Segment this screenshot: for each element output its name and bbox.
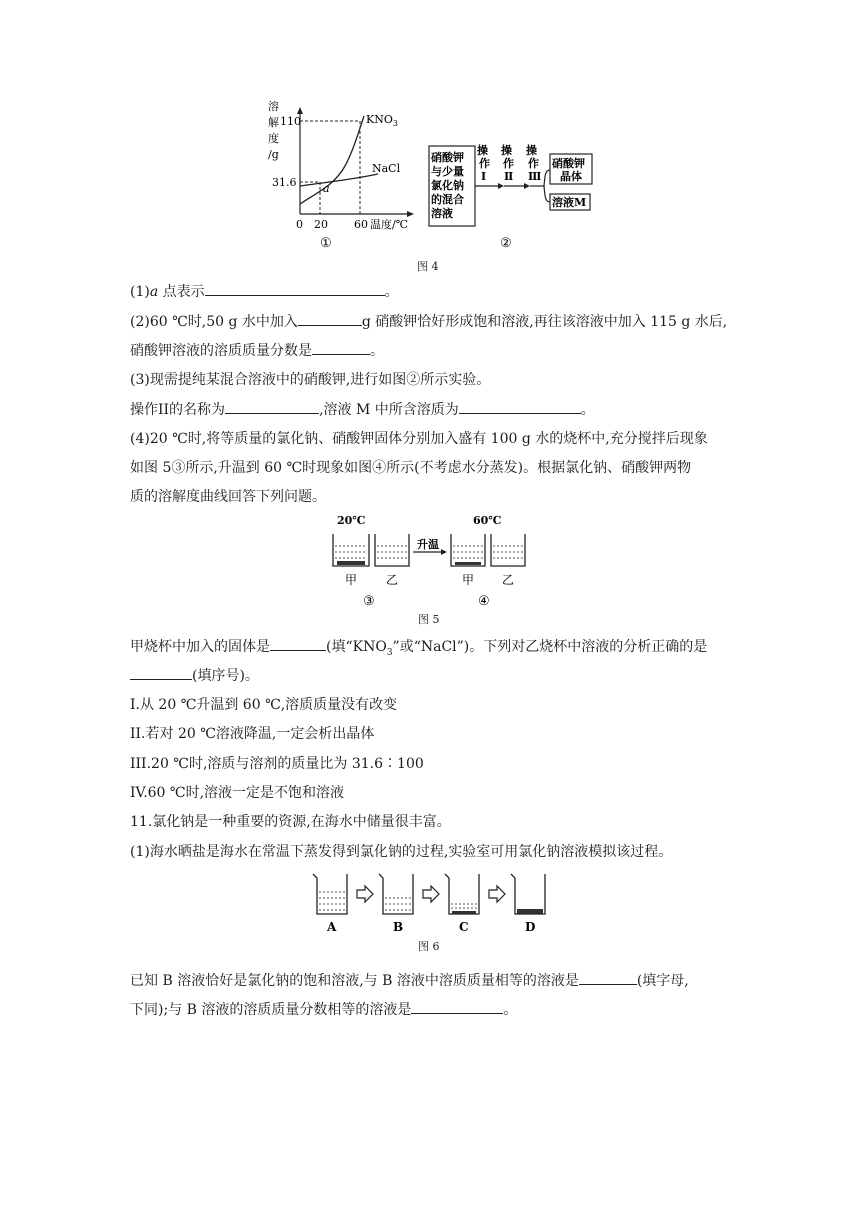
question-2-line-2: 硝酸钾溶液的溶质质量分数是 。 bbox=[130, 340, 384, 361]
mixture-line-4: 的混合 bbox=[431, 193, 464, 206]
kno3-curve bbox=[300, 116, 364, 204]
beaker-b bbox=[379, 874, 413, 914]
kno3-label: $KNO_3$ bbox=[366, 113, 398, 128]
op2-char-2: 作 bbox=[503, 157, 514, 170]
label-d: D bbox=[525, 920, 536, 934]
option-2: II.若对 20 ℃溶液降温,一定会析出晶体 bbox=[130, 726, 375, 742]
label-b: B bbox=[393, 920, 404, 934]
option-4: IV.60 ℃时,溶液一定是不饱和溶液 bbox=[130, 785, 345, 801]
op1-char-1: 操 bbox=[477, 144, 488, 157]
point-a: a bbox=[323, 182, 330, 195]
mixture-line-3: 氯化钠 bbox=[431, 179, 464, 192]
op1-char-2: 作 bbox=[479, 157, 490, 170]
op3-char-1: 操 bbox=[526, 144, 537, 157]
heating-label: 升温 bbox=[417, 538, 439, 551]
beaker-a bbox=[313, 874, 347, 914]
split-brace bbox=[544, 170, 550, 202]
q11-fraction-blank[interactable] bbox=[411, 999, 503, 1014]
q11-mass-blank[interactable] bbox=[579, 970, 637, 985]
question-1: (1)a 点表示 。 bbox=[130, 281, 399, 302]
x-tick-20: 20 bbox=[314, 218, 328, 231]
mixture-line-5: 溶液 bbox=[431, 207, 453, 220]
question-11-title: 11.氯化钠是一种重要的资源,在海水中储量很丰富。 bbox=[130, 814, 451, 830]
question-4-line-1: (4)20 ℃时,将等质量的氯化钠、硝酸钾固体分别加入盛有 100 g 水的烧杯中,充分搅拌后现象 bbox=[130, 431, 708, 447]
figure-4 bbox=[260, 96, 600, 256]
y-tick-110: 110 bbox=[280, 115, 301, 128]
panel-3-label: ③ bbox=[363, 594, 375, 609]
option-1: I.从 20 ℃升温到 60 ℃,溶质质量没有改变 bbox=[130, 697, 398, 713]
arrow-b-c-icon bbox=[423, 886, 439, 902]
label-a: A bbox=[327, 920, 337, 934]
temp-60-label: 60℃ bbox=[473, 514, 502, 527]
crystal-line-2: 晶体 bbox=[560, 170, 582, 183]
label-yi-60: 乙 bbox=[502, 573, 515, 587]
q4-solid-blank[interactable] bbox=[270, 636, 326, 651]
q3-solute-blank[interactable] bbox=[459, 399, 581, 414]
panel-4-label: ④ bbox=[478, 594, 490, 609]
beaker-c bbox=[445, 874, 479, 914]
beaker-jia-60 bbox=[451, 534, 485, 566]
x-axis-label: 温度/℃ bbox=[370, 218, 409, 231]
y-axis-arrow-icon bbox=[297, 107, 303, 114]
question-3-line-2: 操作II的名称为 ,溶液 M 中所含溶质为 。 bbox=[130, 399, 595, 420]
label-jia-20: 甲 bbox=[345, 573, 358, 587]
flow-diagram bbox=[429, 143, 592, 251]
figure-4-caption: 图 4 bbox=[417, 260, 439, 273]
solution-m-label: 溶液M bbox=[552, 196, 587, 209]
figure-6-caption: 图 6 bbox=[418, 940, 440, 953]
op3-char-2: 作 bbox=[528, 157, 539, 170]
q4-option-blank[interactable] bbox=[130, 665, 192, 680]
crystal-line-1: 硝酸钾 bbox=[552, 157, 585, 170]
solubility-graph bbox=[268, 99, 414, 251]
option-3: III.20 ℃时,溶质与溶剂的质量比为 31.6∶100 bbox=[130, 756, 424, 772]
question-4b-line-1: 甲烧杯中加入的固体是 (填“$KNO_3$”或“NaCl”)。下列对乙烧杯中溶液的分析正确的是 bbox=[130, 636, 707, 663]
question-2-line-1: (2)60 ℃时,50 g 水中加入 g 硝酸钾恰好形成饱和溶液,再往该溶液中加入 115 g 水后, bbox=[130, 311, 727, 332]
panel-2-label: ② bbox=[500, 236, 512, 251]
question-4b-line-2: (填序号)。 bbox=[130, 665, 259, 686]
beaker-yi-20 bbox=[375, 534, 409, 566]
beaker-jia-20 bbox=[333, 534, 369, 566]
question-11-line-1: (1)海水晒盐是海水在常温下蒸发得到氯化钠的过程,实验室可用氯化钠溶液模拟该过程。 bbox=[130, 844, 673, 860]
y-axis-label-1: 溶 bbox=[268, 100, 279, 113]
figure-5 bbox=[325, 510, 535, 610]
arrow-a-b-icon bbox=[357, 886, 373, 902]
q2-mass-blank[interactable] bbox=[298, 311, 362, 326]
mixture-line-2: 与少量 bbox=[431, 165, 464, 178]
question-11b-line-1: 已知 B 溶液恰好是氯化钠的饱和溶液,与 B 溶液中溶质质量相等的溶液是 (填字母, bbox=[130, 970, 689, 991]
label-yi-20: 乙 bbox=[386, 573, 399, 587]
op2-char-1: 操 bbox=[501, 144, 512, 157]
q3-operation-blank[interactable] bbox=[225, 399, 319, 414]
x-tick-60: 60 bbox=[354, 218, 368, 231]
op3-char-3: Ⅲ bbox=[528, 170, 542, 183]
beaker-d bbox=[511, 874, 545, 914]
figure-5-caption: 图 5 bbox=[418, 613, 440, 626]
y-axis-label-4: /g bbox=[268, 148, 279, 161]
nacl-label: NaCl bbox=[372, 162, 401, 175]
label-jia-60: 甲 bbox=[462, 573, 475, 587]
temp-20-label: 20℃ bbox=[337, 514, 366, 527]
mixture-line-1: 硝酸钾 bbox=[431, 151, 464, 164]
arrow-c-d-icon bbox=[489, 886, 505, 902]
y-axis-label-3: 度 bbox=[268, 132, 279, 145]
beaker-yi-60 bbox=[491, 534, 525, 566]
panel-1-label: ① bbox=[320, 236, 332, 251]
question-4-line-3: 质的溶解度曲线回答下列问题。 bbox=[130, 489, 326, 505]
arrow-1-head-icon bbox=[498, 183, 504, 189]
op2-char-3: Ⅱ bbox=[504, 170, 514, 183]
x-axis-arrow-icon bbox=[407, 211, 414, 217]
q2-fraction-blank[interactable] bbox=[312, 340, 370, 355]
question-11b-line-2: 下同);与 B 溶液的溶质质量分数相等的溶液是 。 bbox=[130, 999, 517, 1020]
heating-arrow-head-icon bbox=[441, 549, 447, 555]
label-c: C bbox=[459, 920, 469, 934]
y-tick-31-6: 31.6 bbox=[272, 176, 297, 189]
q1-answer-blank[interactable] bbox=[205, 281, 385, 296]
figure-6 bbox=[305, 866, 555, 936]
question-4-line-2: 如图 5③所示,升温到 60 ℃时现象如图④所示(不考虑水分蒸发)。根据氯化钠、硝酸钾两物 bbox=[130, 460, 692, 476]
op1-char-3: Ⅰ bbox=[481, 170, 487, 183]
y-axis-label-2: 解 bbox=[268, 116, 279, 129]
arrow-2-head-icon bbox=[524, 183, 530, 189]
question-3-line-1: (3)现需提纯某混合溶液中的硝酸钾,进行如图②所示实验。 bbox=[130, 372, 491, 388]
x-tick-0: 0 bbox=[296, 218, 303, 231]
